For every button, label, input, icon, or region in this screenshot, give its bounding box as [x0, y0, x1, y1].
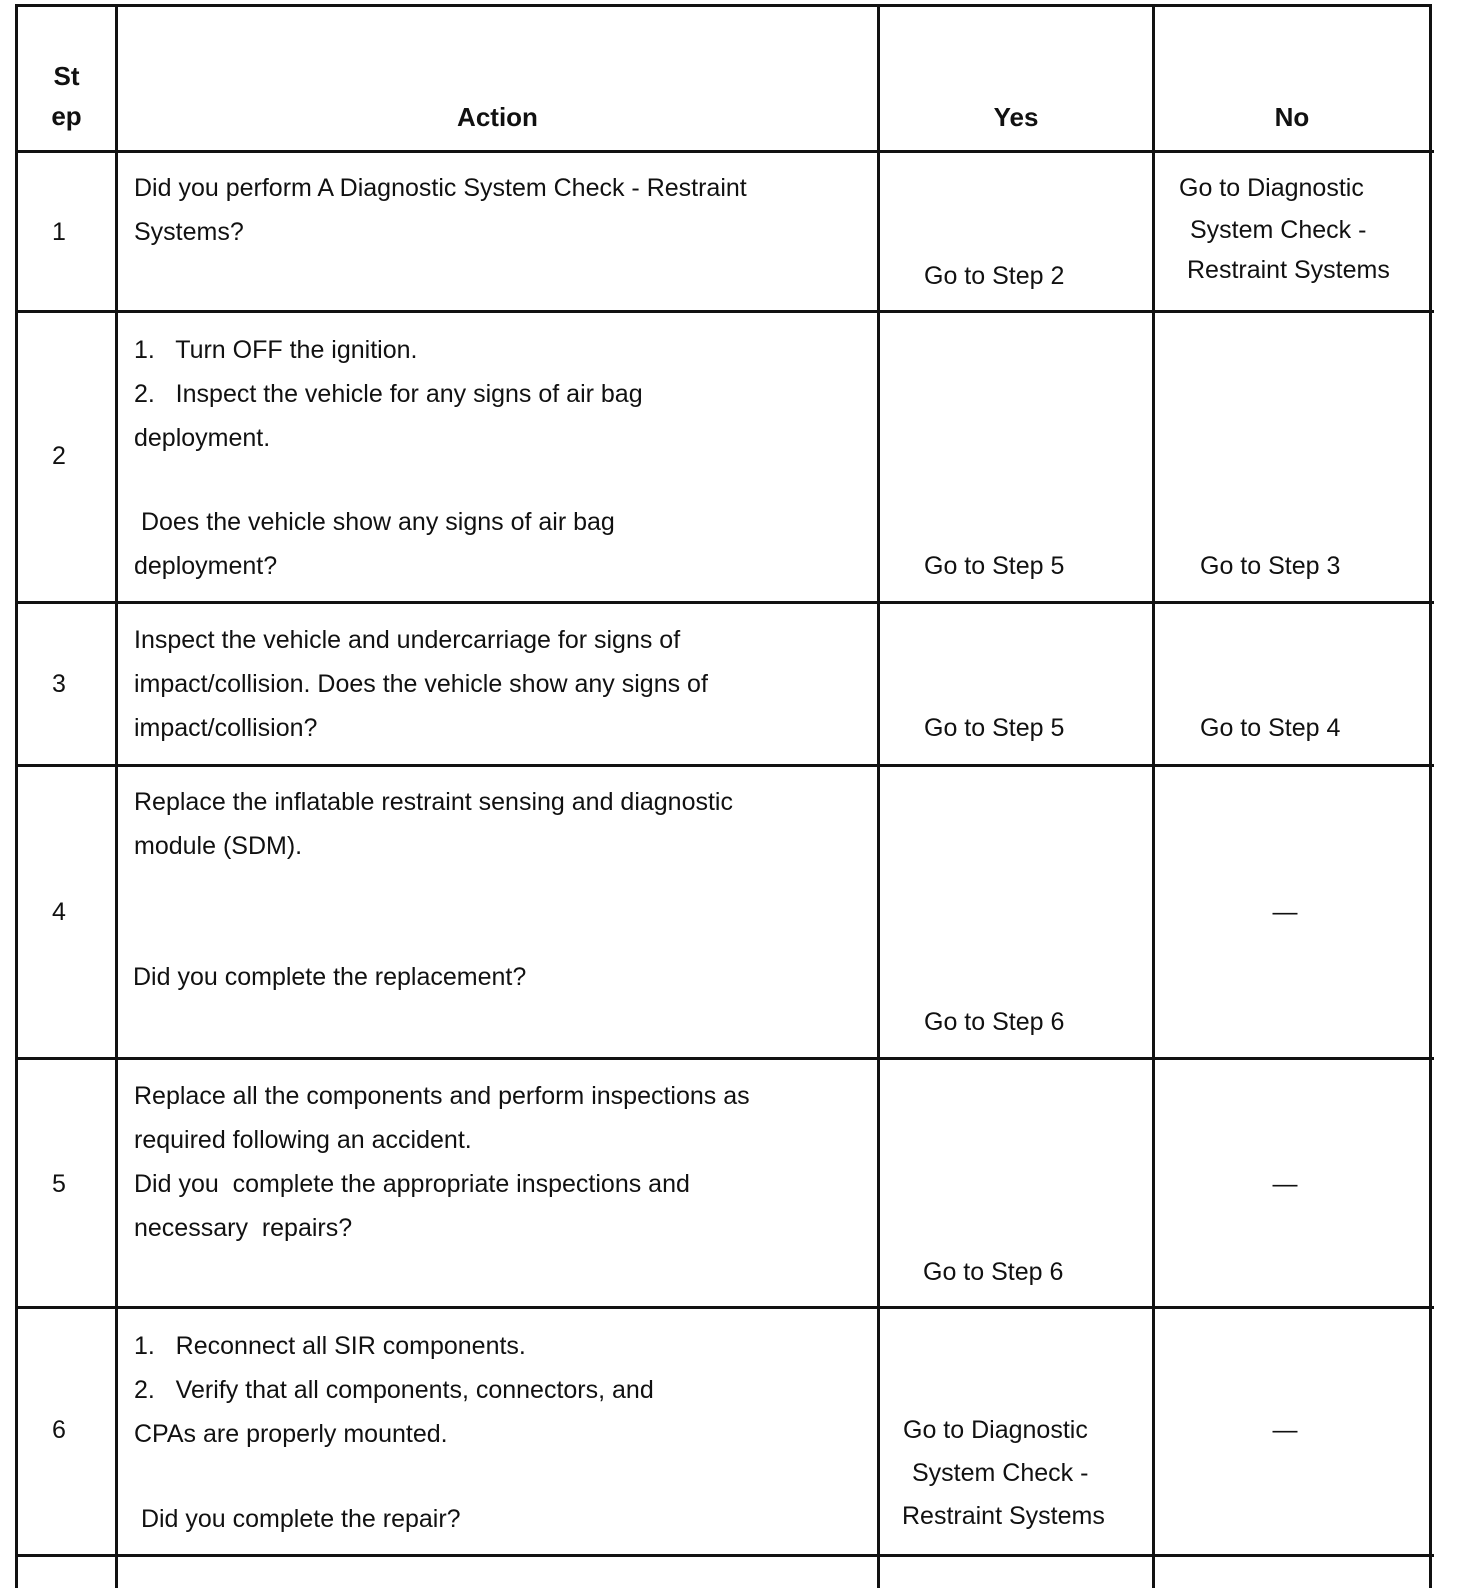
action-line	[134, 1456, 654, 1497]
action-line: impact/collision. Does the vehicle show any signs of	[134, 670, 708, 698]
action-line: Does the vehicle show any signs of air bag	[134, 508, 615, 536]
header-step-line: ep	[51, 101, 82, 131]
action-line: CPAs are properly mounted.	[134, 1420, 448, 1448]
action-line: Did you complete the repair?	[134, 1505, 461, 1533]
table-rule	[16, 310, 1434, 313]
action-line: Replace the inflatable restraint sensing and diagnostic	[134, 788, 733, 816]
no-line: System Check -	[1190, 216, 1367, 244]
table-rule	[1429, 4, 1432, 1588]
action-line: 2. Verify that all components, connectors, and	[134, 1376, 654, 1404]
step-number: 3	[52, 670, 66, 698]
action-text	[134, 1074, 750, 1250]
header-no: No	[1274, 102, 1310, 132]
action-line	[134, 460, 643, 500]
yes-text: Go to Step 2	[924, 262, 1065, 290]
action-line: deployment?	[134, 552, 278, 580]
header-step	[18, 56, 115, 136]
action-text	[134, 166, 747, 254]
yes-line: System Check -	[912, 1459, 1089, 1487]
action-line: Did you perform A Diagnostic System Check - Restraint	[134, 174, 747, 202]
no-dash: —	[1272, 1416, 1298, 1444]
step-number: 6	[52, 1416, 66, 1444]
action-line: Did you complete the appropriate inspections and	[134, 1170, 690, 1198]
action-text	[134, 780, 733, 868]
step-number: 4	[52, 898, 66, 926]
table-rule	[16, 1306, 1434, 1309]
table-rule	[16, 1554, 1434, 1557]
step-number: 5	[52, 1170, 66, 1198]
no-text: Go to Step 4	[1200, 714, 1341, 742]
table-rule	[16, 1057, 1434, 1060]
table-rule	[877, 4, 880, 1588]
action-line: deployment.	[134, 424, 271, 452]
action-line: required following an accident.	[134, 1126, 472, 1154]
no-line: Restraint Systems	[1187, 256, 1390, 284]
action-line: Systems?	[134, 218, 244, 246]
yes-line: Go to Diagnostic	[903, 1416, 1088, 1444]
yes-text: Go to Step 5	[924, 714, 1065, 742]
yes-text: Go to Step 6	[923, 1258, 1064, 1286]
no-line: Go to Diagnostic	[1179, 174, 1364, 202]
no-text: Go to Step 3	[1200, 552, 1341, 580]
table-rule	[1152, 4, 1155, 1588]
table-rule	[16, 4, 1432, 7]
action-line: 1. Reconnect all SIR components.	[134, 1332, 526, 1360]
action-text: Did you complete the replacement?	[133, 963, 527, 991]
action-text	[134, 1324, 654, 1541]
yes-text	[902, 1409, 1105, 1538]
no-text	[1176, 166, 1390, 292]
table-rule	[115, 4, 118, 1588]
table-rule	[16, 150, 1434, 153]
no-dash: —	[1272, 898, 1298, 926]
header-step-line: St	[53, 61, 80, 91]
action-line: 2. Inspect the vehicle for any signs of air bag	[134, 380, 643, 408]
table-rule	[16, 764, 1434, 767]
step-number: 2	[52, 442, 66, 470]
yes-text: Go to Step 6	[924, 1008, 1065, 1036]
action-line: Replace all the components and perform inspections as	[134, 1082, 750, 1110]
no-dash: —	[1272, 1170, 1298, 1198]
step-number: 1	[52, 218, 66, 246]
action-line: impact/collision?	[134, 714, 318, 742]
yes-text: Go to Step 5	[924, 552, 1065, 580]
action-line: 1. Turn OFF the ignition.	[134, 336, 418, 364]
action-line: Inspect the vehicle and undercarriage for signs of	[134, 626, 681, 654]
action-text	[134, 618, 708, 750]
header-action: Action	[457, 102, 538, 132]
yes-line: Restraint Systems	[902, 1502, 1105, 1530]
action-text	[134, 328, 643, 588]
action-line: necessary repairs?	[134, 1214, 353, 1242]
header-yes: Yes	[993, 102, 1039, 132]
action-line: module (SDM).	[134, 832, 303, 860]
table-rule	[16, 601, 1434, 604]
